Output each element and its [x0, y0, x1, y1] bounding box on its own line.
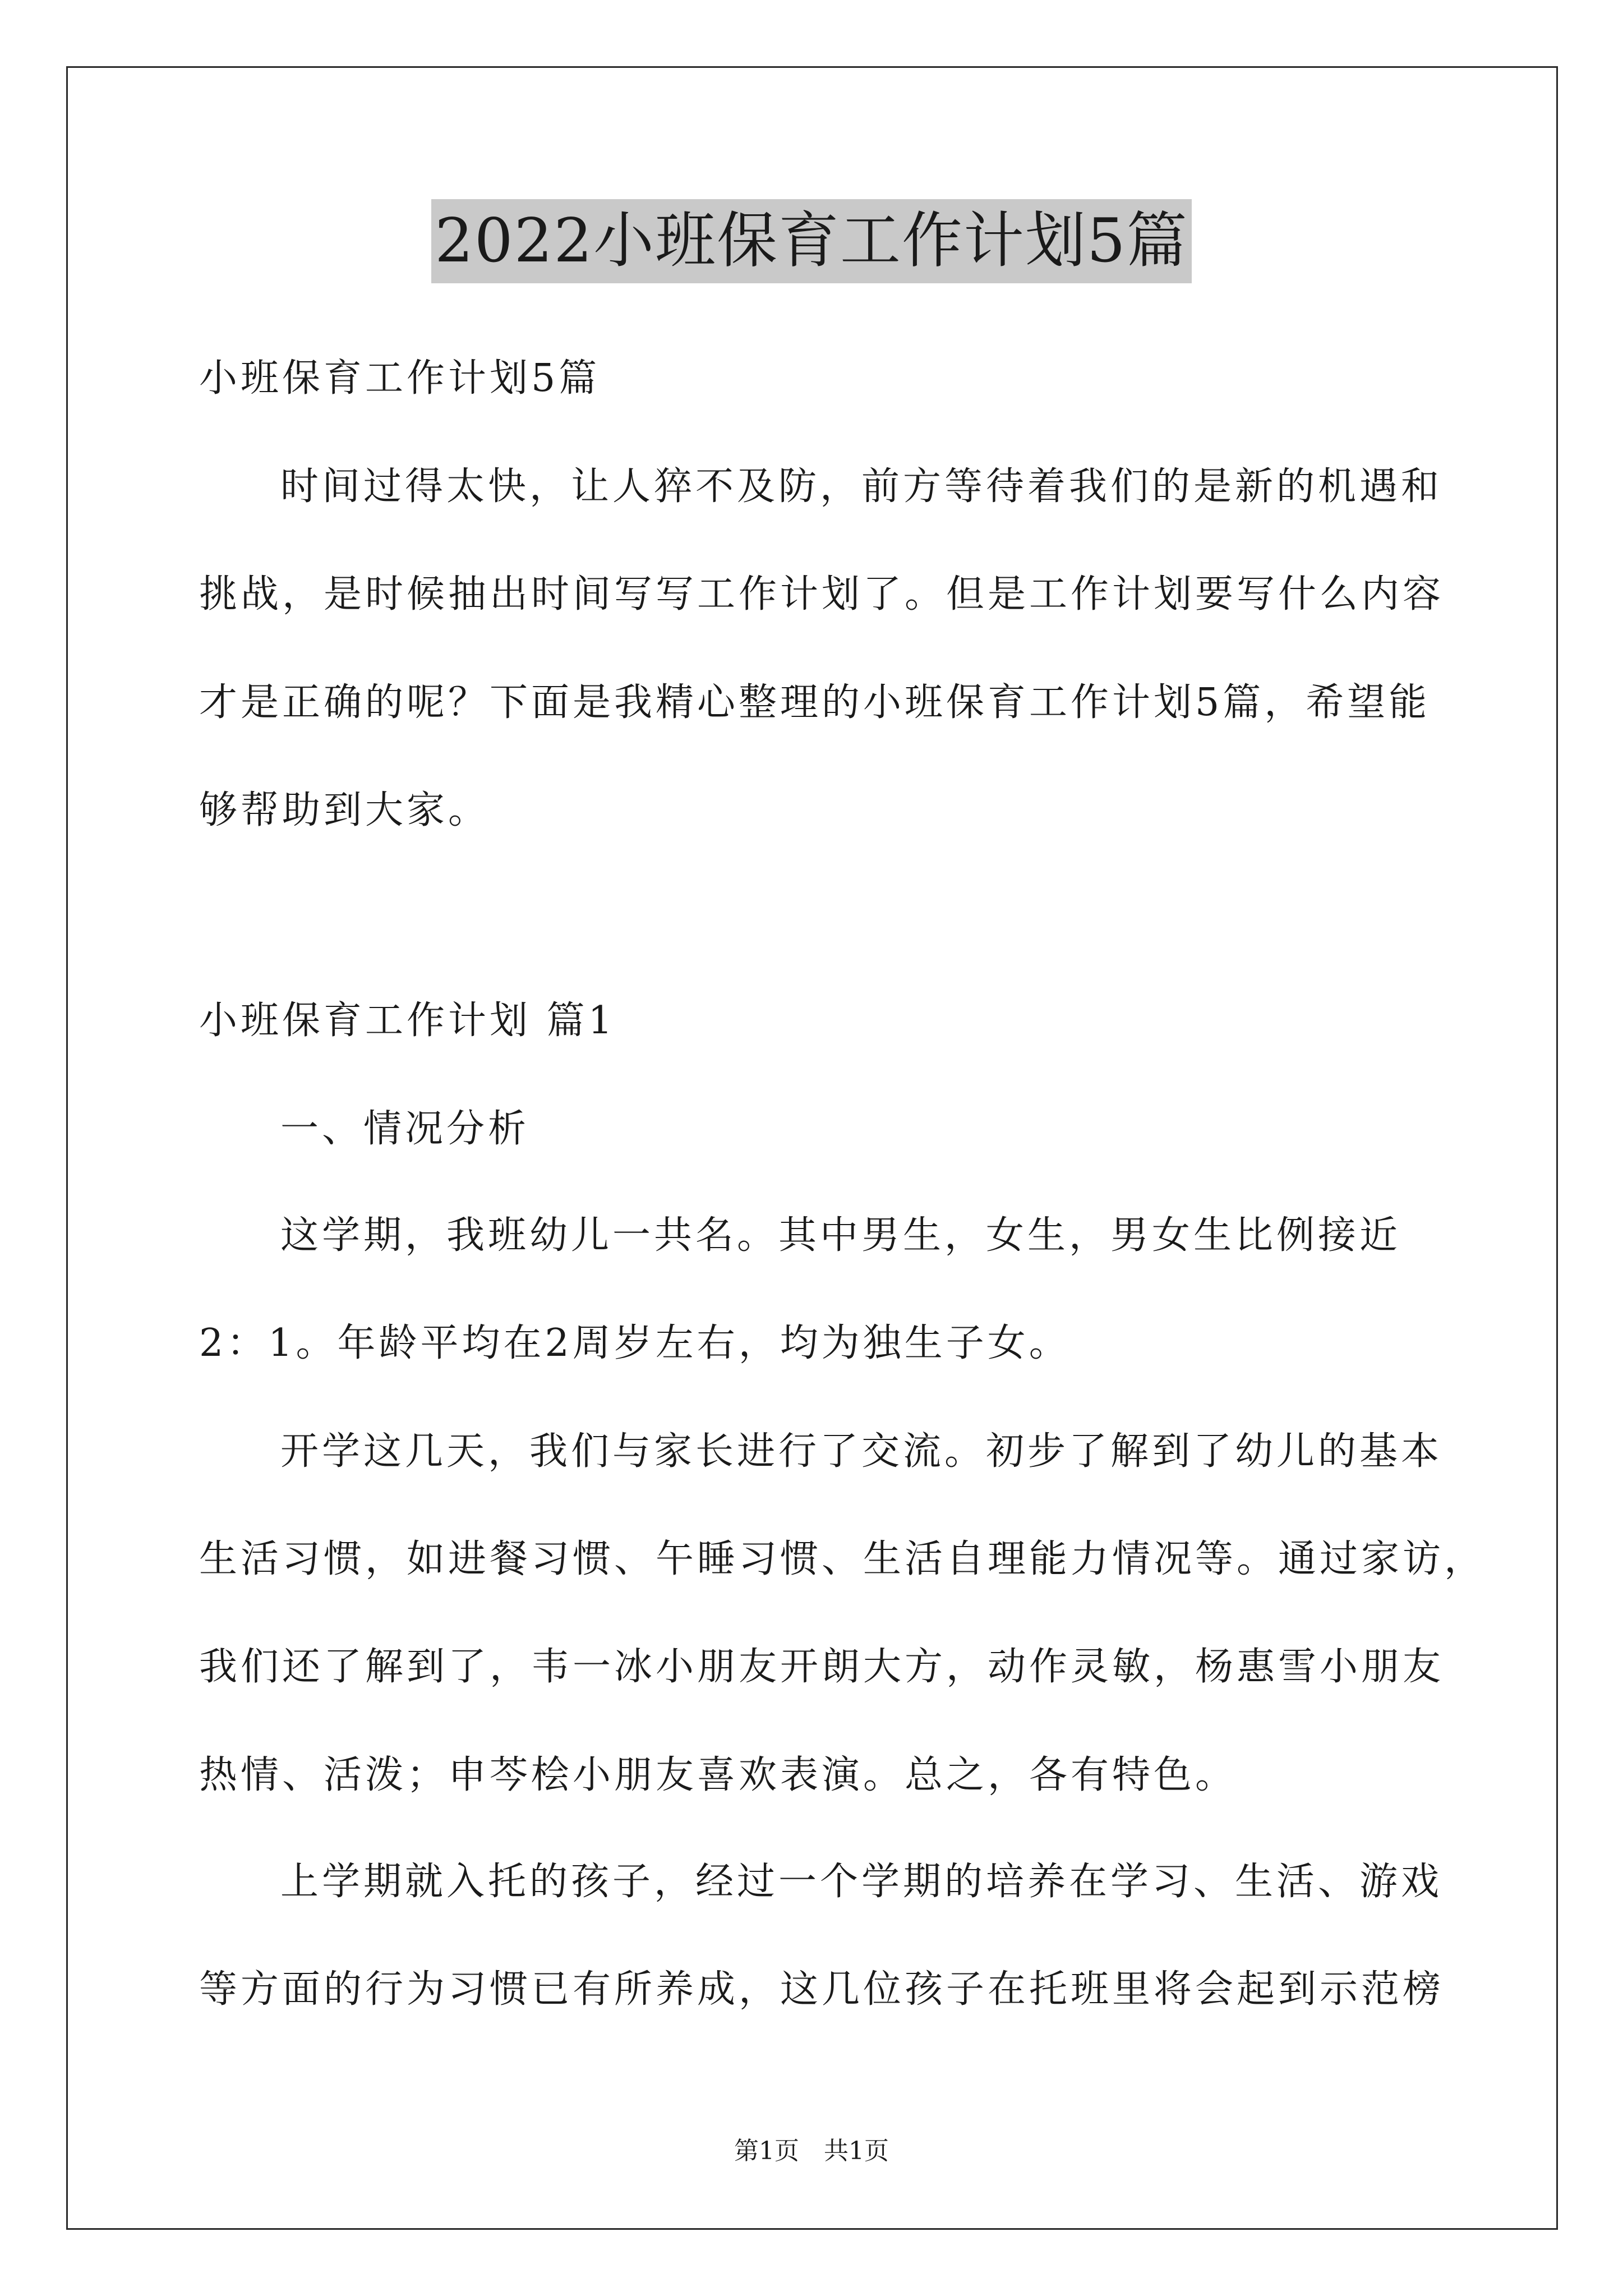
paragraph1-line-1: 这学期，我班幼儿一共名。其中男生，女生，男女生比例接近 [280, 1213, 1401, 1258]
paragraph2-line-3: 我们还了解到了，韦一冰小朋友开朗大方，动作灵敏，杨惠雪小朋友 [199, 1645, 1445, 1689]
paragraph1-line-2: 2：1。年龄平均在2周岁左右，均为独生子女。 [199, 1321, 1071, 1365]
paragraph3-line-2: 等方面的行为习惯已有所养成，这几位孩子在托班里将会起到示范榜 [199, 1967, 1445, 2012]
page-footer: 第1页 共1页 [734, 2137, 889, 2165]
intro-line-3: 才是正确的呢？下面是我精心整理的小班保育工作计划5篇，希望能 [199, 680, 1431, 725]
intro-line-2: 挑战，是时候抽出时间写写工作计划了。但是工作计划要写什么内容 [199, 572, 1445, 616]
paragraph2-line-1: 开学这几天，我们与家长进行了交流。初步了解到了幼儿的基本 [280, 1429, 1443, 1474]
paragraph2-line-2: 生活习惯，如进餐习惯、午睡习惯、生活自理能力情况等。通过家访， [199, 1537, 1486, 1581]
document-subtitle: 小班保育工作计划5篇 [199, 356, 601, 401]
section-heading: 小班保育工作计划 篇1 [199, 999, 616, 1043]
title-container [0, 199, 1623, 283]
paragraph2-line-4: 热情、活泼；申芩桧小朋友喜欢表演。总之，各有特色。 [199, 1753, 1237, 1797]
document-title: 2022小班保育工作计划5篇 [431, 199, 1192, 283]
paragraph3-line-1: 上学期就入托的孩子，经过一个学期的培养在学习、生活、游戏 [280, 1860, 1443, 1904]
subheading: 一、情况分析 [280, 1107, 530, 1151]
intro-line-4: 够帮助到大家。 [199, 788, 490, 832]
intro-line-1: 时间过得太快，让人猝不及防，前方等待着我们的是新的机遇和 [280, 464, 1443, 509]
